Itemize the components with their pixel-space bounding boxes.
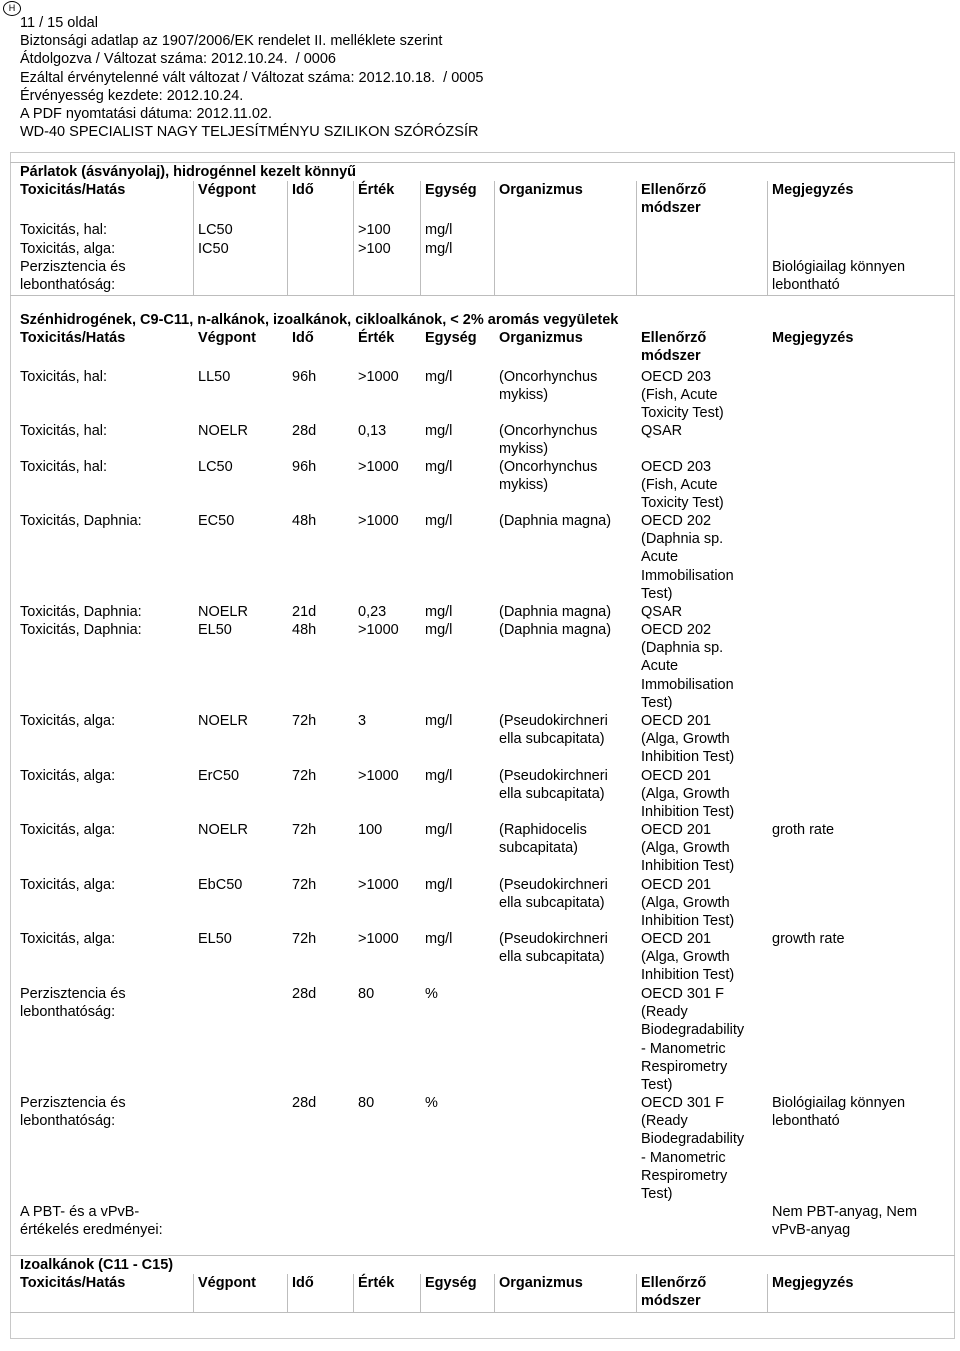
cell-value: 3	[358, 713, 367, 729]
column-rule	[420, 181, 421, 295]
header-remark: Megjegyzés	[772, 330, 854, 346]
cell-endpoint: LC50	[198, 459, 233, 475]
header-effect: Toxicitás/Hatás	[20, 182, 126, 198]
cell-time: 96h	[292, 459, 317, 475]
header-endpoint: Végpont	[198, 182, 256, 198]
cell-effect: Toxicitás, alga:	[20, 822, 116, 838]
cell-endpoint: LC50	[198, 222, 233, 238]
header-organism: Organizmus	[499, 330, 583, 346]
cell-unit: mg/l	[425, 931, 453, 947]
cell-effect: Toxicitás, alga:	[20, 713, 116, 729]
cell-effect: Toxicitás, hal:	[20, 459, 108, 475]
cell-effect: Toxicitás, alga:	[20, 768, 116, 784]
cell-endpoint: EC50	[198, 513, 235, 529]
cell-time: 48h	[292, 513, 317, 529]
cell-remark: Biológiailag könnyen lebontható	[772, 1095, 906, 1130]
header-time: Idő	[292, 1275, 314, 1291]
cell-remark: groth rate	[772, 822, 835, 838]
cell-effect: Toxicitás, Daphnia:	[20, 622, 142, 638]
cell-time: 72h	[292, 877, 317, 893]
column-rule	[287, 181, 288, 295]
column-rule	[353, 1274, 354, 1312]
cell-value: >100	[358, 222, 391, 238]
cell-unit: mg/l	[425, 241, 453, 257]
table-top-rule	[10, 162, 955, 163]
cell-method: OECD 201 (Alga, Growth Inhibition Test)	[641, 877, 735, 930]
cell-endpoint: NOELR	[198, 604, 248, 620]
cell-value: 80	[358, 1095, 375, 1111]
cell-time: 28d	[292, 986, 317, 1002]
cell-effect: Toxicitás, Daphnia:	[20, 604, 142, 620]
cell-organism: (Raphidocelis subcapitata)	[499, 822, 587, 857]
header-endpoint: Végpont	[198, 330, 256, 346]
cell-effect: Perzisztencia és lebonthatóság:	[20, 986, 126, 1021]
table-bottom-rule	[10, 1312, 955, 1313]
cell-endpoint: NOELR	[198, 713, 248, 729]
cell-unit: %	[425, 1095, 438, 1111]
cell-unit: mg/l	[425, 222, 453, 238]
document-header	[20, 14, 483, 141]
header-unit: Egység	[425, 330, 477, 346]
section-title: Szénhidrogének, C9-C11, n-alkánok, izoalkánok, cikloalkánok, < 2% aromás vegyületek	[20, 312, 619, 328]
column-rule	[287, 1274, 288, 1312]
cell-value: >1000	[358, 877, 399, 893]
column-rule	[636, 1274, 637, 1312]
header-organism: Organizmus	[499, 1275, 583, 1291]
cell-effect: Toxicitás, alga:	[20, 931, 116, 947]
column-rule	[494, 181, 495, 295]
cell-remark: Biológiailag könnyen lebontható	[772, 259, 906, 294]
cell-method: OECD 202 (Daphnia sp. Acute Immobilisation Test)	[641, 513, 734, 602]
cell-time: 28d	[292, 1095, 317, 1111]
cell-value: 0,13	[358, 423, 387, 439]
header-value: Érték	[358, 1275, 395, 1291]
header-time: Idő	[292, 182, 314, 198]
cell-effect: Perzisztencia és lebonthatóság:	[20, 259, 126, 294]
validity-line: Érvényesség kezdete: 2012.10.24.	[20, 87, 244, 104]
cell-method: OECD 201 (Alga, Growth Inhibition Test)	[641, 768, 735, 821]
cell-effect: Toxicitás, hal:	[20, 222, 108, 238]
cell-organism: (Daphnia magna)	[499, 622, 612, 638]
cell-organism: (Daphnia magna)	[499, 513, 612, 529]
cell-unit: mg/l	[425, 369, 453, 385]
cell-unit: mg/l	[425, 877, 453, 893]
cell-endpoint: LL50	[198, 369, 231, 385]
cell-unit: mg/l	[425, 423, 453, 439]
cell-value: >1000	[358, 931, 399, 947]
column-rule	[193, 181, 194, 295]
table-bottom-rule	[10, 295, 955, 296]
cell-value: >1000	[358, 459, 399, 475]
column-rule	[420, 1274, 421, 1312]
cell-unit: mg/l	[425, 822, 453, 838]
cell-time: 96h	[292, 369, 317, 385]
column-rule	[193, 1274, 194, 1312]
cell-time: 72h	[292, 822, 317, 838]
cell-method: OECD 301 F (Ready Biodegradability - Manometric Respirometry Test)	[641, 1095, 745, 1203]
section-title: Párlatok (ásványolaj), hidrogénnel kezelt könnyű	[20, 164, 357, 180]
cell-value: 80	[358, 986, 375, 1002]
cell-endpoint: NOELR	[198, 822, 248, 838]
cell-effect: Toxicitás, hal:	[20, 423, 108, 439]
cell-unit: mg/l	[425, 604, 453, 620]
cell-method: OECD 203 (Fish, Acute Toxicity Test)	[641, 459, 724, 512]
cell-value: >100	[358, 241, 391, 257]
cell-value: >1000	[358, 513, 399, 529]
table-top-rule	[10, 1255, 955, 1256]
product-name: WD-40 SPECIALIST NAGY TELJESÍTMÉNYU SZILIKON SZÓRÓZSÍR	[20, 124, 479, 141]
cell-value: >1000	[358, 768, 399, 784]
cell-organism: (Pseudokirchneri ella subcapitata)	[499, 877, 608, 912]
cell-method: OECD 203 (Fish, Acute Toxicity Test)	[641, 369, 724, 422]
column-rule	[767, 1274, 768, 1312]
cell-time: 48h	[292, 622, 317, 638]
header-organism: Organizmus	[499, 182, 583, 198]
header-method: Ellenőrző módszer	[641, 182, 707, 217]
cell-unit: mg/l	[425, 768, 453, 784]
cell-time: 21d	[292, 604, 317, 620]
regulation-line: Biztonsági adatlap az 1907/2006/EK rendelet II. melléklete szerint	[20, 33, 443, 50]
cell-effect: Toxicitás, alga:	[20, 241, 116, 257]
cell-remark: growth rate	[772, 931, 845, 947]
cell-time: 72h	[292, 713, 317, 729]
column-rule	[494, 1274, 495, 1312]
cell-organism: (Pseudokirchneri ella subcapitata)	[499, 931, 608, 966]
cell-endpoint: ErC50	[198, 768, 240, 784]
column-rule	[353, 181, 354, 295]
header-remark: Megjegyzés	[772, 182, 854, 198]
header-value: Érték	[358, 330, 395, 346]
cell-value: >1000	[358, 369, 399, 385]
header-time: Idő	[292, 330, 314, 346]
cell-unit: mg/l	[425, 513, 453, 529]
header-endpoint: Végpont	[198, 1275, 256, 1291]
cell-effect: Toxicitás, hal:	[20, 369, 108, 385]
column-rule	[767, 181, 768, 295]
cell-time: 28d	[292, 423, 317, 439]
cell-method: OECD 201 (Alga, Growth Inhibition Test)	[641, 931, 735, 984]
cell-effect: A PBT- és a vPvB- értékelés eredményei:	[20, 1204, 163, 1239]
cell-effect: Toxicitás, Daphnia:	[20, 513, 142, 529]
cell-organism: (Oncorhynchus mykiss)	[499, 459, 598, 494]
cell-method: OECD 201 (Alga, Growth Inhibition Test)	[641, 822, 735, 875]
cell-effect: Toxicitás, alga:	[20, 877, 116, 893]
superseded-line: Ezáltal érvénytelenné vált változat / Változat száma: 2012.10.18. / 0005	[20, 69, 484, 86]
cell-value: 100	[358, 822, 383, 838]
page-number: 11 / 15 oldal	[20, 15, 98, 31]
cell-organism: (Pseudokirchneri ella subcapitata)	[499, 768, 608, 803]
column-rule	[636, 181, 637, 295]
cell-endpoint: EL50	[198, 931, 232, 947]
header-method: Ellenőrző módszer	[641, 1275, 707, 1310]
cell-effect: Perzisztencia és lebonthatóság:	[20, 1095, 126, 1130]
header-value: Érték	[358, 182, 395, 198]
header-method: Ellenőrző módszer	[641, 330, 707, 365]
cell-value: 0,23	[358, 604, 387, 620]
header-remark: Megjegyzés	[772, 1275, 854, 1291]
cell-value: >1000	[358, 622, 399, 638]
cell-endpoint: NOELR	[198, 423, 248, 439]
cell-unit: mg/l	[425, 713, 453, 729]
cell-organism: (Pseudokirchneri ella subcapitata)	[499, 713, 608, 748]
header-effect: Toxicitás/Hatás	[20, 330, 126, 346]
cell-endpoint: EbC50	[198, 877, 243, 893]
cell-organism: (Oncorhynchus mykiss)	[499, 369, 598, 404]
cell-time: 72h	[292, 768, 317, 784]
header-unit: Egység	[425, 182, 477, 198]
cell-method: OECD 301 F (Ready Biodegradability - Manometric Respirometry Test)	[641, 986, 745, 1094]
cell-remark: Nem PBT-anyag, Nem vPvB-anyag	[772, 1204, 918, 1239]
cell-unit: %	[425, 986, 438, 1002]
header-unit: Egység	[425, 1275, 477, 1291]
cell-organism: (Oncorhynchus mykiss)	[499, 423, 598, 458]
section-title: Izoalkánok (C11 - C15)	[20, 1257, 174, 1273]
cell-method: OECD 202 (Daphnia sp. Acute Immobilisation Test)	[641, 622, 734, 711]
cell-endpoint: EL50	[198, 622, 232, 638]
cell-time: 72h	[292, 931, 317, 947]
revision-line: Átdolgozva / Változat száma: 2012.10.24. / 0006	[20, 51, 336, 68]
print-date-line: A PDF nyomtatási dátuma: 2012.11.02.	[20, 106, 273, 123]
cell-unit: mg/l	[425, 459, 453, 475]
header-effect: Toxicitás/Hatás	[20, 1275, 126, 1291]
logo-h: H	[3, 1, 21, 16]
cell-endpoint: IC50	[198, 241, 229, 257]
cell-organism: (Daphnia magna)	[499, 604, 612, 620]
cell-unit: mg/l	[425, 622, 453, 638]
cell-method: QSAR	[641, 604, 683, 620]
cell-method: QSAR	[641, 423, 683, 439]
cell-method: OECD 201 (Alga, Growth Inhibition Test)	[641, 713, 735, 766]
